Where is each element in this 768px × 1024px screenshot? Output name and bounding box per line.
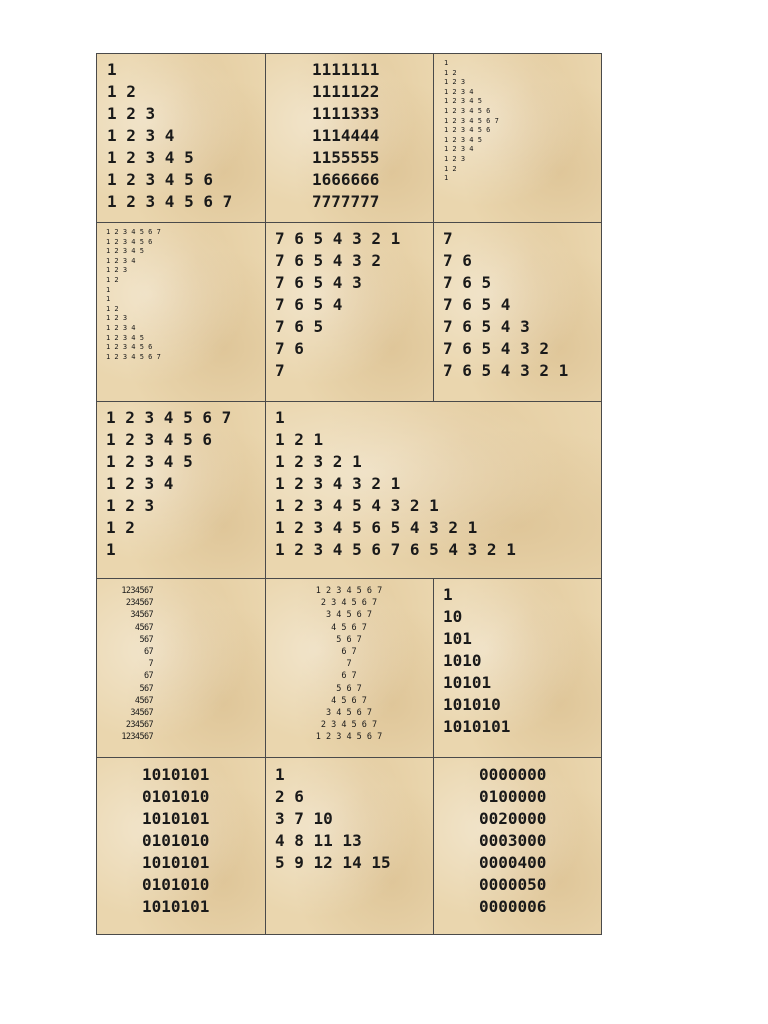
pattern-cell-r5-right <box>433 757 602 935</box>
pattern-line: 1111111 <box>312 60 380 79</box>
pattern-line: 1234567 <box>121 586 153 596</box>
pattern-cell-r1-middle <box>265 53 434 223</box>
pattern-lines <box>106 228 161 362</box>
pattern-line: 7 <box>148 659 153 670</box>
pattern-line: 1 2 3 4 5 6 7 6 5 4 3 2 1 <box>275 540 516 559</box>
pattern-line: 1 <box>443 585 453 604</box>
pattern-line: 4567 <box>134 695 153 706</box>
pattern-lines <box>443 228 568 382</box>
pattern-cell-r4-middle <box>265 578 434 758</box>
pattern-line: 34567 <box>130 708 153 719</box>
pattern-line: 1 <box>106 285 111 294</box>
pattern-cell-r5-middle <box>265 757 434 935</box>
pattern-line: 1 <box>106 295 111 304</box>
pattern-cell-r4-right <box>433 578 602 758</box>
pattern-line: 4 5 6 7 <box>331 622 367 633</box>
pattern-line: 7 6 5 4 3 <box>275 273 362 292</box>
pattern-cell-r5-left <box>96 757 266 935</box>
pattern-line: 1666666 <box>312 170 380 189</box>
pattern-line: 1 2 3 4 5 6 7 <box>106 352 161 361</box>
pattern-cell-r3-wide <box>265 401 602 579</box>
pattern-line: 4 5 6 7 <box>331 695 367 706</box>
pattern-cell-r2-left <box>96 222 266 402</box>
pattern-line: 1 2 3 4 5 6 5 4 3 2 1 <box>275 518 478 537</box>
pattern-lines <box>266 585 432 744</box>
pattern-line: 101 <box>443 629 472 648</box>
pattern-line: 7 <box>443 229 453 248</box>
pattern-line: 7 6 5 4 <box>275 295 343 314</box>
pattern-line: 1 2 3 4 5 6 <box>106 237 153 246</box>
pattern-line: 2 3 4 5 6 7 <box>320 598 378 609</box>
pattern-line: 0101010 <box>142 787 210 806</box>
pattern-line: 1 2 3 4 5 6 7 <box>107 192 233 211</box>
pattern-line: 1 2 3 4 3 2 1 <box>275 474 401 493</box>
pattern-line: 1 2 3 <box>106 314 128 323</box>
pattern-line: 1 <box>275 408 285 427</box>
pattern-line: 0101010 <box>142 875 210 894</box>
pattern-line: 4 8 11 13 <box>275 831 362 850</box>
pattern-line: 1 2 3 4 5 <box>106 452 193 471</box>
pattern-lines <box>312 59 379 213</box>
pattern-line: 1 2 3 4 <box>444 145 474 154</box>
pattern-line: 1 2 <box>444 164 457 173</box>
pattern-cell-r2-right <box>433 222 602 402</box>
pattern-lines <box>106 407 231 561</box>
pattern-line: 1114444 <box>312 126 380 145</box>
pattern-lines <box>275 228 400 382</box>
pattern-cell-r3-left <box>96 401 266 579</box>
pattern-line: 1 2 3 4 5 <box>444 97 482 106</box>
pattern-line: 7 6 5 4 3 2 1 <box>443 361 569 380</box>
pattern-line: 1 <box>444 59 449 67</box>
pattern-line: 1 <box>107 60 117 79</box>
pattern-line: 3 4 5 6 7 <box>325 610 373 621</box>
pattern-line: 7 6 <box>275 339 304 358</box>
pattern-line: 1 <box>275 765 285 784</box>
pattern-line: 1 2 <box>106 304 119 313</box>
pattern-line: 7 6 5 <box>275 317 324 336</box>
pattern-line: 1 2 3 2 1 <box>275 452 362 471</box>
pattern-line: 1010101 <box>142 897 210 916</box>
pattern-line: 1010101 <box>142 765 210 784</box>
pattern-line: 1 <box>444 174 449 183</box>
pattern-line: 1 2 1 <box>275 430 324 449</box>
pattern-line: 1 2 3 4 <box>106 323 136 332</box>
pattern-line: 1 2 3 4 5 <box>444 135 482 144</box>
pattern-line: 1111122 <box>312 82 380 101</box>
pattern-line: 5 9 12 14 15 <box>275 853 391 872</box>
pattern-line: 67 <box>143 647 153 658</box>
pattern-line: 1 2 3 4 5 <box>106 333 144 342</box>
pattern-line: 1 2 3 <box>444 154 466 163</box>
pattern-lines <box>107 59 232 213</box>
pattern-line: 1 <box>106 540 116 559</box>
pattern-lines <box>443 584 510 738</box>
pattern-line: 234567 <box>125 598 153 609</box>
pattern-line: 1 2 3 <box>444 78 466 87</box>
pattern-line: 7 6 5 4 3 <box>443 317 530 336</box>
pattern-line: 5 6 7 <box>336 683 362 694</box>
pattern-line: 10 <box>443 607 463 626</box>
pattern-line: 1 2 3 4 5 6 7 <box>444 116 499 125</box>
pattern-cell-r1-right <box>433 53 602 223</box>
pattern-line: 1 2 3 4 5 6 7 <box>106 408 232 427</box>
pattern-line: 7 <box>275 361 285 380</box>
pattern-line: 1 2 3 4 <box>106 474 174 493</box>
pattern-line: 1 2 3 4 <box>444 87 474 96</box>
pattern-line: 6 7 <box>341 647 357 658</box>
pattern-lines <box>275 407 516 561</box>
pattern-line: 1 2 3 <box>107 104 156 123</box>
pattern-line: 1 2 3 4 5 6 <box>106 430 212 449</box>
pattern-line: 34567 <box>130 610 153 621</box>
pattern-line: 2 6 <box>275 787 304 806</box>
pattern-lines <box>275 764 391 874</box>
pattern-line: 1 2 3 4 5 6 7 <box>315 586 383 596</box>
pattern-line: 1 2 3 4 5 6 7 <box>106 228 161 236</box>
pattern-line: 7 6 5 4 3 2 1 <box>275 229 401 248</box>
pattern-line: 1 2 3 4 5 6 <box>444 106 491 115</box>
pattern-line: 1 2 3 4 5 6 <box>107 170 213 189</box>
pattern-line: 67 <box>143 671 153 682</box>
pattern-line: 1010101 <box>142 853 210 872</box>
pattern-line: 1 2 3 <box>106 266 128 275</box>
pattern-line: 3 7 10 <box>275 809 333 828</box>
pattern-line: 1010101 <box>443 717 511 736</box>
pattern-lines <box>479 764 546 918</box>
pattern-line: 1 2 <box>106 518 135 537</box>
pattern-line: 1 2 3 4 5 6 <box>106 343 153 352</box>
pattern-line: 0000000 <box>479 765 547 784</box>
pattern-line: 4567 <box>134 622 153 633</box>
pattern-lines <box>444 59 499 184</box>
pattern-line: 1 2 3 4 <box>107 126 175 145</box>
pattern-line: 1 2 <box>106 275 119 284</box>
pattern-line: 101010 <box>443 695 501 714</box>
pattern-line: 10101 <box>443 673 492 692</box>
pattern-line: 1 2 3 4 5 <box>106 247 144 256</box>
pattern-line: 1155555 <box>312 148 380 167</box>
pattern-line: 0101010 <box>142 831 210 850</box>
pattern-line: 1 2 <box>444 68 457 77</box>
pattern-line: 1 2 3 4 5 <box>107 148 194 167</box>
pattern-line: 1 2 3 4 5 6 <box>444 126 491 135</box>
pattern-line: 7 6 5 4 <box>443 295 511 314</box>
pattern-line: 1 2 3 4 <box>106 256 136 265</box>
pattern-line: 7 6 5 4 3 2 <box>275 251 381 270</box>
pattern-line: 234567 <box>125 720 153 731</box>
pattern-line: 1111333 <box>312 104 380 123</box>
pattern-line: 7 6 <box>443 251 472 270</box>
pattern-line: 2 3 4 5 6 7 <box>320 720 378 731</box>
pattern-line: 0003000 <box>479 831 547 850</box>
pattern-line: 7 6 5 4 3 2 <box>443 339 549 358</box>
pattern-line: 1 2 3 4 5 4 3 2 1 <box>275 496 439 515</box>
pattern-line: 1 2 3 <box>106 496 155 515</box>
pattern-line: 1010 <box>443 651 482 670</box>
pattern-cell-r2-middle <box>265 222 434 402</box>
pattern-line: 0000006 <box>479 897 547 916</box>
pattern-line: 0000050 <box>479 875 547 894</box>
pattern-line: 1 2 <box>107 82 136 101</box>
pattern-line: 7 6 5 <box>443 273 492 292</box>
pattern-line: 7 <box>346 659 352 670</box>
pattern-line: 3 4 5 6 7 <box>325 708 373 719</box>
pattern-line: 0100000 <box>479 787 547 806</box>
pattern-line: 7777777 <box>312 192 380 211</box>
pattern-line: 567 <box>139 683 153 694</box>
pattern-line: 0000400 <box>479 853 547 872</box>
pattern-sheet <box>96 53 602 935</box>
pattern-line: 5 6 7 <box>336 634 362 645</box>
pattern-line: 1 2 3 4 5 6 7 <box>315 732 383 743</box>
pattern-lines <box>105 585 153 744</box>
pattern-line: 1010101 <box>142 809 210 828</box>
pattern-lines <box>142 764 209 918</box>
pattern-line: 6 7 <box>341 671 357 682</box>
pattern-cell-r1-left <box>96 53 266 223</box>
pattern-line: 567 <box>139 634 153 645</box>
pattern-cell-r4-left <box>96 578 266 758</box>
pattern-line: 0020000 <box>479 809 547 828</box>
pattern-line: 1234567 <box>121 732 153 743</box>
